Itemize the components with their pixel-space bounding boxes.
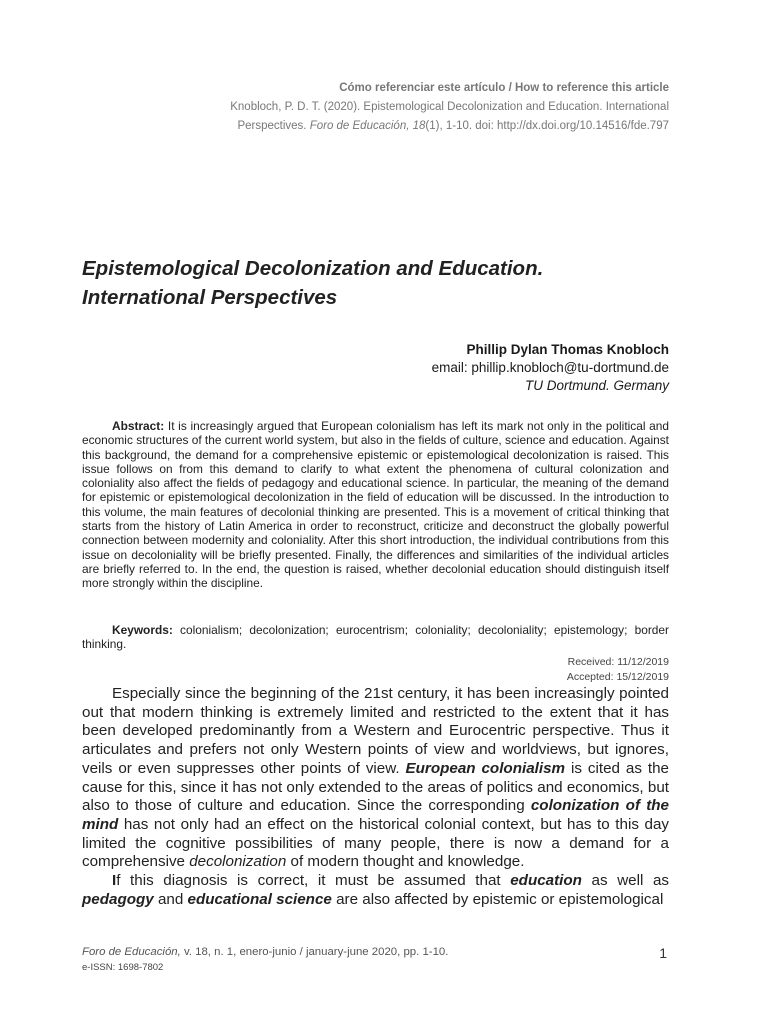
issn: e-ISSN: 1698-7802 (82, 962, 164, 973)
abstract (82, 419, 669, 591)
text-run: f this diagnosis is correct, it must be assumed that (116, 872, 511, 890)
citation-journal: Foro de Educación, 18 (309, 120, 426, 132)
emphasis: education (510, 872, 582, 890)
abstract-label: Abstract: (112, 419, 165, 433)
text-run: as well as (581, 872, 669, 890)
text-run: of modern thought and knowledge. (286, 853, 525, 871)
article-title: Epistemological Decolonization and Education. International Perspectives (82, 257, 544, 309)
citation-doi[interactable]: (1), 1-10. doi: http://dx.doi.org/10.14516/fde.797 (425, 120, 669, 132)
text-run: has not only had an effect on the historical colonial context, but has to this day limited the cognitive possibilities of many people, there is now a demand for a comprehensive (82, 815, 669, 871)
author-block (432, 341, 669, 395)
keywords-label: Keywords: (112, 623, 173, 637)
abstract-text: It is increasingly argued that European colonialism has left its mark not only in the political and economic structures of the current world system, but also in the fields of culture, science and education. Against this background, the demand for a comprehensive epistemic or epistemological decolonization is raised. This issue follows on from this demand to clarify to what extent the phenomena of cultural colonization and coloniality also affect the fields of pedagogy and educational science. In particular, the meaning of the demand for epistemic or epistemological decolonization in the field of education will be discussed. In the introduction to this volume, the main features of decolonial thinking are presented. This is a movement of critical thinking that starts from the history of Latin America in order to reconstruct, criticize and deconstruct the globally powerful connection between modernity and coloniality. After this short introduction, the individual contributions from this issue on decoloniality will be briefly presented. Finally, the differences and similarities of the individual articles are briefly referred to. In the end, the question is raised, whether decolonial education should distinguish itself more strongly within the discipline. (82, 419, 669, 591)
text-run: Especially since the beginning of the 21st century, it has been increasingly pointed out that modern thinking is extremely limited and restricted to the extent that it has been developed predominantly from a Western and Eurocentric perspective. Thus it articulates and prefers not only Western points of view and worldviews, but ignores, veils or even suppresses other points of view. (82, 685, 669, 777)
text-run: are also affected by epistemic or epistemological (331, 890, 664, 908)
emphasis: educational science (187, 890, 332, 908)
text-run: is cited as the cause for this, since it has not only extended to the areas of politics and economics, but also to those of culture and education. Since the corresponding (82, 759, 669, 815)
reference-heading: Cómo referenciar este artículo / How to reference this article (339, 82, 669, 94)
footer-journal: Foro de Educación, (82, 946, 181, 958)
page-footer (82, 944, 448, 960)
text-run: and (153, 890, 188, 908)
footer-details: v. 18, n. 1, enero-junio / january-june 2020, pp. 1-10. (180, 946, 449, 958)
author-name: Phillip Dylan Thomas Knobloch (466, 342, 669, 357)
author-affiliation: TU Dortmund. Germany (524, 378, 669, 393)
reference-citation (199, 98, 669, 136)
emphasis: European colonialism (405, 759, 566, 777)
article-dates (567, 655, 669, 685)
author-email[interactable]: email: phillip.knobloch@tu-dortmund.de (431, 360, 669, 375)
emphasis: pedagogy (82, 890, 154, 908)
paragraph (82, 685, 669, 872)
keywords (82, 623, 669, 652)
emphasis: colonization of the mind (82, 797, 669, 833)
received-date: Received: 11/12/2019 (567, 656, 669, 668)
citation-text: Knobloch, P. D. T. (2020). Epistemological Decolonization and Education. International Perspectives. (230, 101, 669, 132)
paragraph (82, 872, 669, 909)
emphasis: decolonization (189, 853, 287, 871)
keywords-text: colonialism; decolonization; eurocentrism; coloniality; decoloniality; epistemology; border thinking. (82, 623, 669, 652)
accepted-date: Accepted: 15/12/2019 (566, 671, 669, 683)
body-text (82, 685, 669, 909)
page-number: 1 (659, 945, 667, 961)
drop-cap: I (112, 872, 117, 890)
